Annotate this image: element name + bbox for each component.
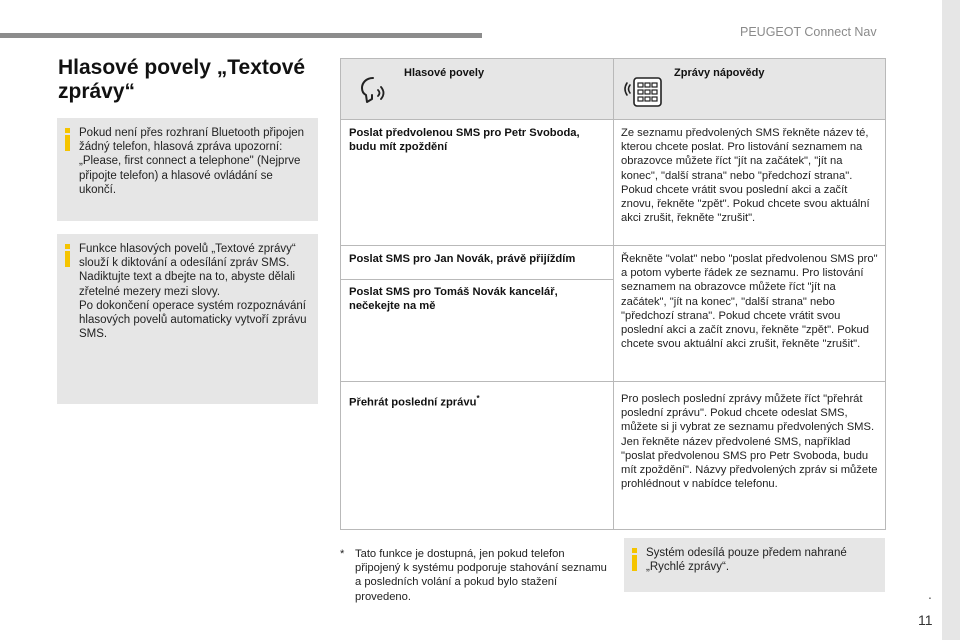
table-row-response: Řekněte "volat" nebo "poslat předvolenou SMS pro" a potom vyberte řádek ze seznamu. Pro listování seznamem na obrazovce můžete říct "jít na začátek", "jít na konec", "další strana" nebo "předchozí strana". Pokud chcete vrátit svou poslední akci a začít znovu, řekněte "zpět". Pokud chcete svou aktuální akci zrušit, řekněte "zrušit". bbox=[621, 253, 878, 351]
voice-help-keypad-icon bbox=[621, 71, 667, 111]
footnote-mark: * bbox=[476, 394, 480, 403]
table-header-help bbox=[613, 59, 885, 119]
info-text: Pokud není přes rozhraní Bluetooth připojen žádný telefon, hlasová zpráva upozorní: „Please, first connect a telephone" (Nejprve připojte telefon) a hlasové ovládání se ukončí. bbox=[79, 127, 305, 196]
footnote-star: * bbox=[340, 548, 345, 560]
info-box-sms-dictation bbox=[57, 234, 318, 404]
table-row-command: Poslat SMS pro Jan Novák, právě přijíždím bbox=[349, 253, 576, 265]
info-icon bbox=[632, 548, 637, 571]
table-row-command: Poslat předvolenou SMS pro Petr Svoboda, budu mít zpoždění bbox=[349, 127, 580, 154]
info-icon bbox=[65, 128, 70, 151]
table-row-response: Ze seznamu předvolených SMS řekněte název té, kterou chcete poslat. Pro listování seznamem na obrazovce můžete říct "jít na začátek", "jít na konec", "další strana" nebo "předchozí strana". Pokud chcete vrátit svou poslední akci a začít znovu, řekněte "zpět". Pokud chcete svou aktuální akci zrušit, řekněte "zrušit". bbox=[621, 127, 870, 225]
command-text: Přehrát poslední zprávu bbox=[349, 396, 477, 409]
page-number: 11 bbox=[918, 612, 933, 628]
row-divider bbox=[341, 119, 885, 120]
table-row-command: Poslat SMS pro Tomáš Novák kancelář, nečekejte na mě bbox=[349, 286, 558, 313]
info-box-quick-messages bbox=[624, 538, 885, 592]
side-mark: . bbox=[928, 586, 932, 602]
table-header-commands bbox=[341, 59, 613, 119]
info-text: Funkce hlasových povelů „Textové zprávy“ slouží k diktování a odesílání zpráv SMS. Nadiktujte text a dbejte na to, abyste dělali zřetelné mezery mezi slovy. Po dokončení operace systém rozpoznávání hlasových povelů automaticky vytvoří zprávu SMS. bbox=[79, 243, 307, 341]
info-box-bluetooth bbox=[57, 118, 318, 221]
table-row-response: Pro poslech poslední zprávy můžete říct "přehrát poslední zprávu". Pokud chcete odeslat SMS, můžete si ji vybrat ze seznamu předvolených SMS. Jen řekněte název předvolené SMS, například "poslat předvolenou SMS pro Petr Svoboda, budu mít zpoždění". Názvy předvolených zpráv si můžete prohlédnout v nabídce telefonu. bbox=[621, 393, 878, 491]
info-icon bbox=[65, 244, 70, 267]
col1-header: Hlasové povely bbox=[404, 67, 485, 79]
info-text: Systém odesílá pouze předem nahrané „Rychlé zprávy“. bbox=[646, 547, 847, 574]
voice-command-icon bbox=[357, 73, 391, 107]
row-divider bbox=[341, 279, 613, 280]
table-row-command bbox=[349, 392, 607, 410]
footnote bbox=[340, 547, 610, 604]
voice-command-table bbox=[340, 58, 886, 530]
page-title: Hlasové povely „Textové zprávy“ bbox=[58, 56, 306, 103]
row-divider bbox=[341, 245, 885, 246]
side-strip bbox=[942, 0, 960, 640]
row-divider bbox=[341, 381, 885, 382]
col2-header: Zprávy nápovědy bbox=[674, 67, 765, 79]
footnote-text: Tato funkce je dostupná, jen pokud telefon připojený k systému podporuje stahování seznamu a posledních volání a pokud bylo stažení provedeno. bbox=[355, 548, 607, 603]
column-divider bbox=[613, 59, 614, 529]
top-rule bbox=[0, 33, 482, 38]
header-title: PEUGEOT Connect Nav bbox=[740, 25, 877, 39]
